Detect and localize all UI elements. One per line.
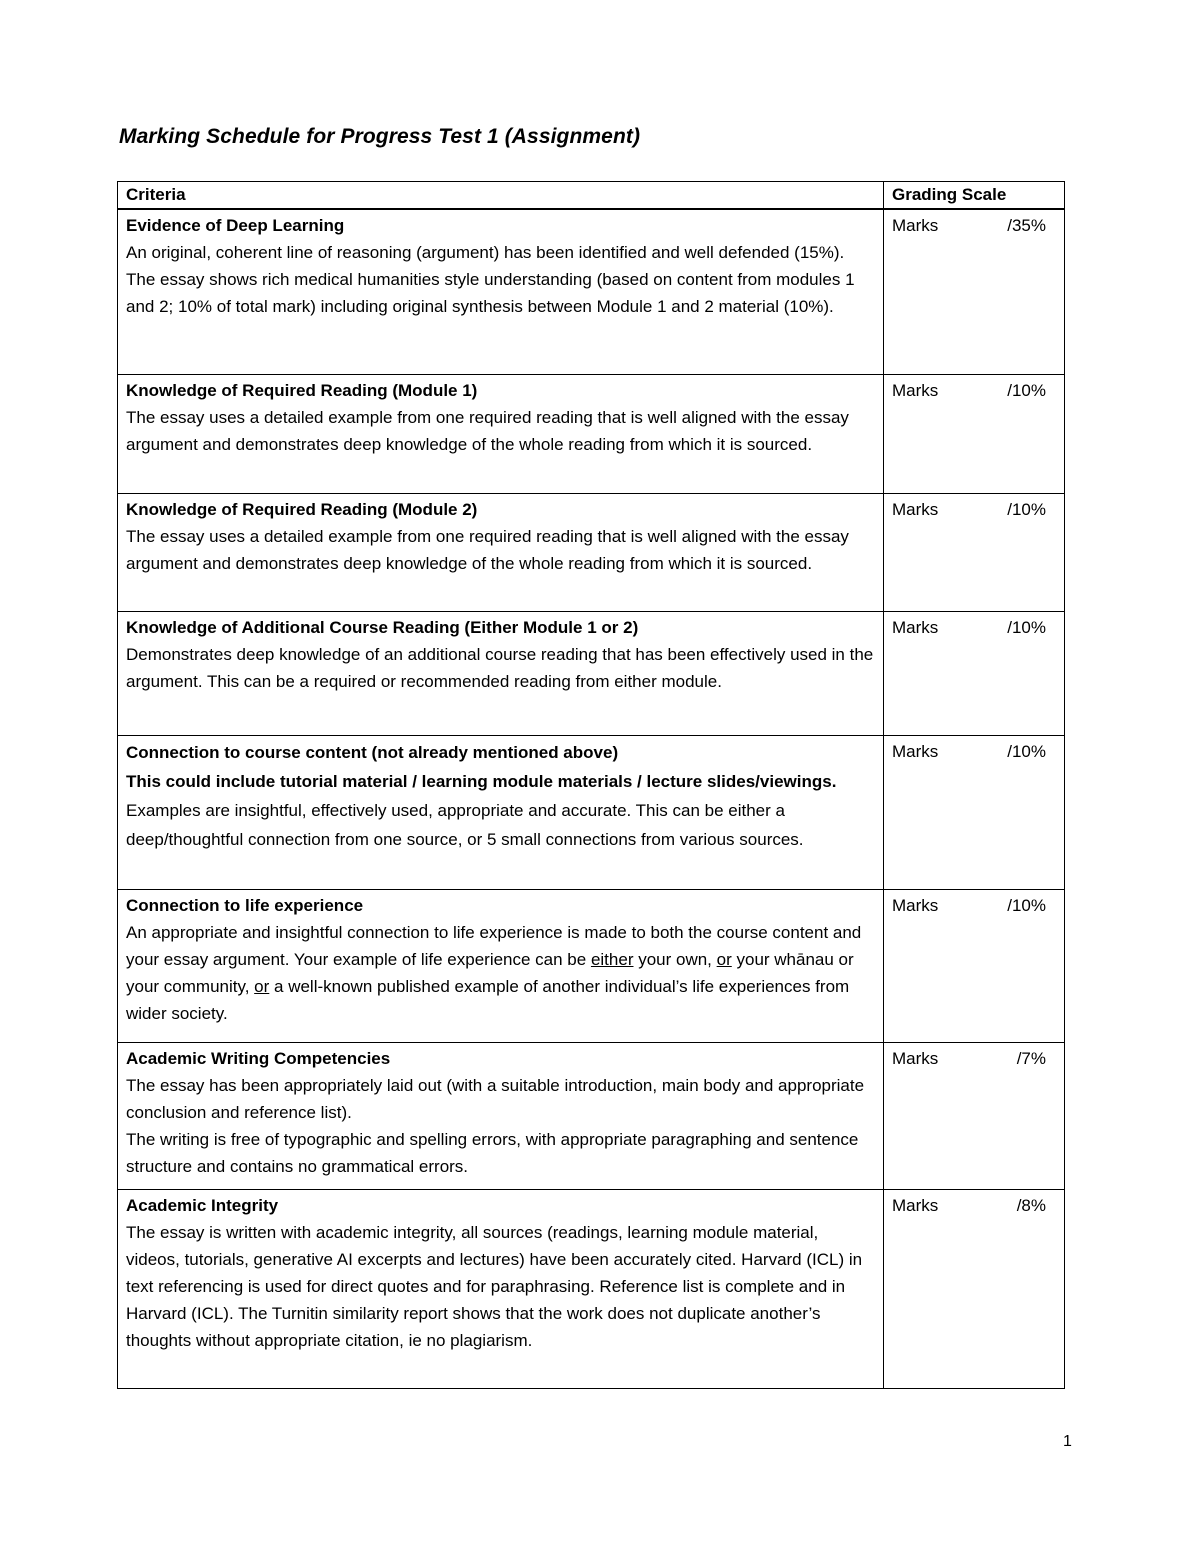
criterion-description: The essay is written with academic integrity, all sources (readings, learning module material, videos, tutorials, generative AI excerpts and lectures) have been accurately cited. Harvard (ICL) in text referencing is used for direct quotes and for paraphrasing. Reference list is complete and in Harvard (ICL). The Turnitin similarity report shows that the work does not duplicate another’s thoughts without appropriate citation, ie no plagiarism. [126,1222,863,1350]
criterion-description: An original, coherent line of reasoning (argument) has been identified and well defended (15%). The essay shows rich medical humanities style understanding (based on content from modules 1 and 2; 10% of total mark) including original synthesis between Module 1 and 2 material (10%). [126,243,855,316]
criterion-title: Knowledge of Required Reading (Module 2) [126,499,478,519]
criterion-description: Demonstrates deep knowledge of an additional course reading that has been effectively used in the argument. This can be a required or recommended reading from either module. [126,644,874,691]
grade-cell [884,1042,1065,1189]
criterion-title: Connection to course content (not already mentioned above) [126,742,619,762]
criteria-cell [118,1042,884,1189]
table-row [118,1189,1065,1388]
criterion-description-a: An appropriate and insightful connection to life experience is made to both the course content and your essay argument. Your example of life experience can be [126,922,862,969]
marks-label: Marks [892,380,939,400]
criterion-description-c: your whānau or your community, [126,949,854,996]
table-row [118,493,1065,611]
criterion-description: The essay uses a detailed example from one required reading that is well aligned with the essay argument and demonstrates deep knowledge of the whole reading from which it is sourced. [126,407,849,454]
marks-label: Marks [892,617,939,637]
score-value: /8% [1016,1195,1046,1215]
table-header-row [118,182,1065,210]
score-value: /10% [1007,617,1046,637]
grade-cell [884,1189,1065,1388]
underlined-word: or [254,976,270,996]
criterion-title: Academic Writing Competencies [126,1048,391,1068]
marks-label: Marks [892,499,939,519]
page-number: 1 [1063,1433,1072,1450]
criterion-description-2: The writing is free of typographic and spelling errors, with appropriate paragraphing and sentence structure and contains no grammatical errors. [126,1129,859,1176]
table-row [118,735,1065,889]
grade-cell [884,889,1065,1042]
marking-schedule-table [117,181,1065,1389]
marks-label: Marks [892,895,939,915]
grade-cell [884,493,1065,611]
grade-cell [884,209,1065,374]
grade-cell [884,374,1065,493]
marks-label: Marks [892,1195,939,1215]
criterion-title: Knowledge of Additional Course Reading (Either Module 1 or 2) [126,617,639,637]
score-value: /10% [1007,895,1046,915]
marks-label: Marks [892,216,939,235]
criteria-cell [118,735,884,889]
criterion-description: Examples are insightful, effectively used, appropriate and accurate. This can be either a deep/thoughtful connection from one source, or 5 small connections from various sources. [126,800,804,849]
score-value: /35% [1007,216,1046,235]
criteria-cell [118,1189,884,1388]
criterion-description: The essay has been appropriately laid out (with a suitable introduction, main body and appropriate conclusion and reference list). [126,1075,865,1122]
grade-cell [884,611,1065,735]
criterion-title: Evidence of Deep Learning [126,216,345,235]
score-value: /10% [1007,380,1046,400]
criterion-description: The essay uses a detailed example from one required reading that is well aligned with the essay argument and demonstrates deep knowledge of the whole reading from which it is sourced. [126,526,849,573]
criterion-title: Connection to life experience [126,895,364,915]
criterion-description-b: your own, [633,949,717,969]
marks-label: Marks [892,1048,939,1068]
criterion-title: Knowledge of Required Reading (Module 1) [126,380,478,400]
underlined-word: or [716,949,732,969]
criteria-cell [118,493,884,611]
grading-scale-header: Grading Scale [884,182,1065,210]
criterion-title: Academic Integrity [126,1195,279,1215]
score-value: /7% [1016,1048,1046,1068]
grade-cell [884,735,1065,889]
score-value: /10% [1007,741,1046,761]
table-row [118,209,1065,374]
score-value: /10% [1007,499,1046,519]
table-row [118,374,1065,493]
criteria-header: Criteria [118,182,884,210]
criteria-cell [118,889,884,1042]
table-row [118,889,1065,1042]
marks-label: Marks [892,741,939,761]
table-row [118,1042,1065,1189]
criterion-description-d: a well-known published example of another individual’s life experiences from wider society. [126,976,850,1023]
criteria-cell [118,209,884,374]
criteria-cell [118,611,884,735]
criterion-bold-text: This could include tutorial material / learning module materials / lecture slides/viewings. [126,771,837,791]
underlined-word: either [590,949,634,969]
document-title: Marking Schedule for Progress Test 1 (Assignment) [119,125,641,148]
table-row [118,611,1065,735]
criteria-cell [118,374,884,493]
